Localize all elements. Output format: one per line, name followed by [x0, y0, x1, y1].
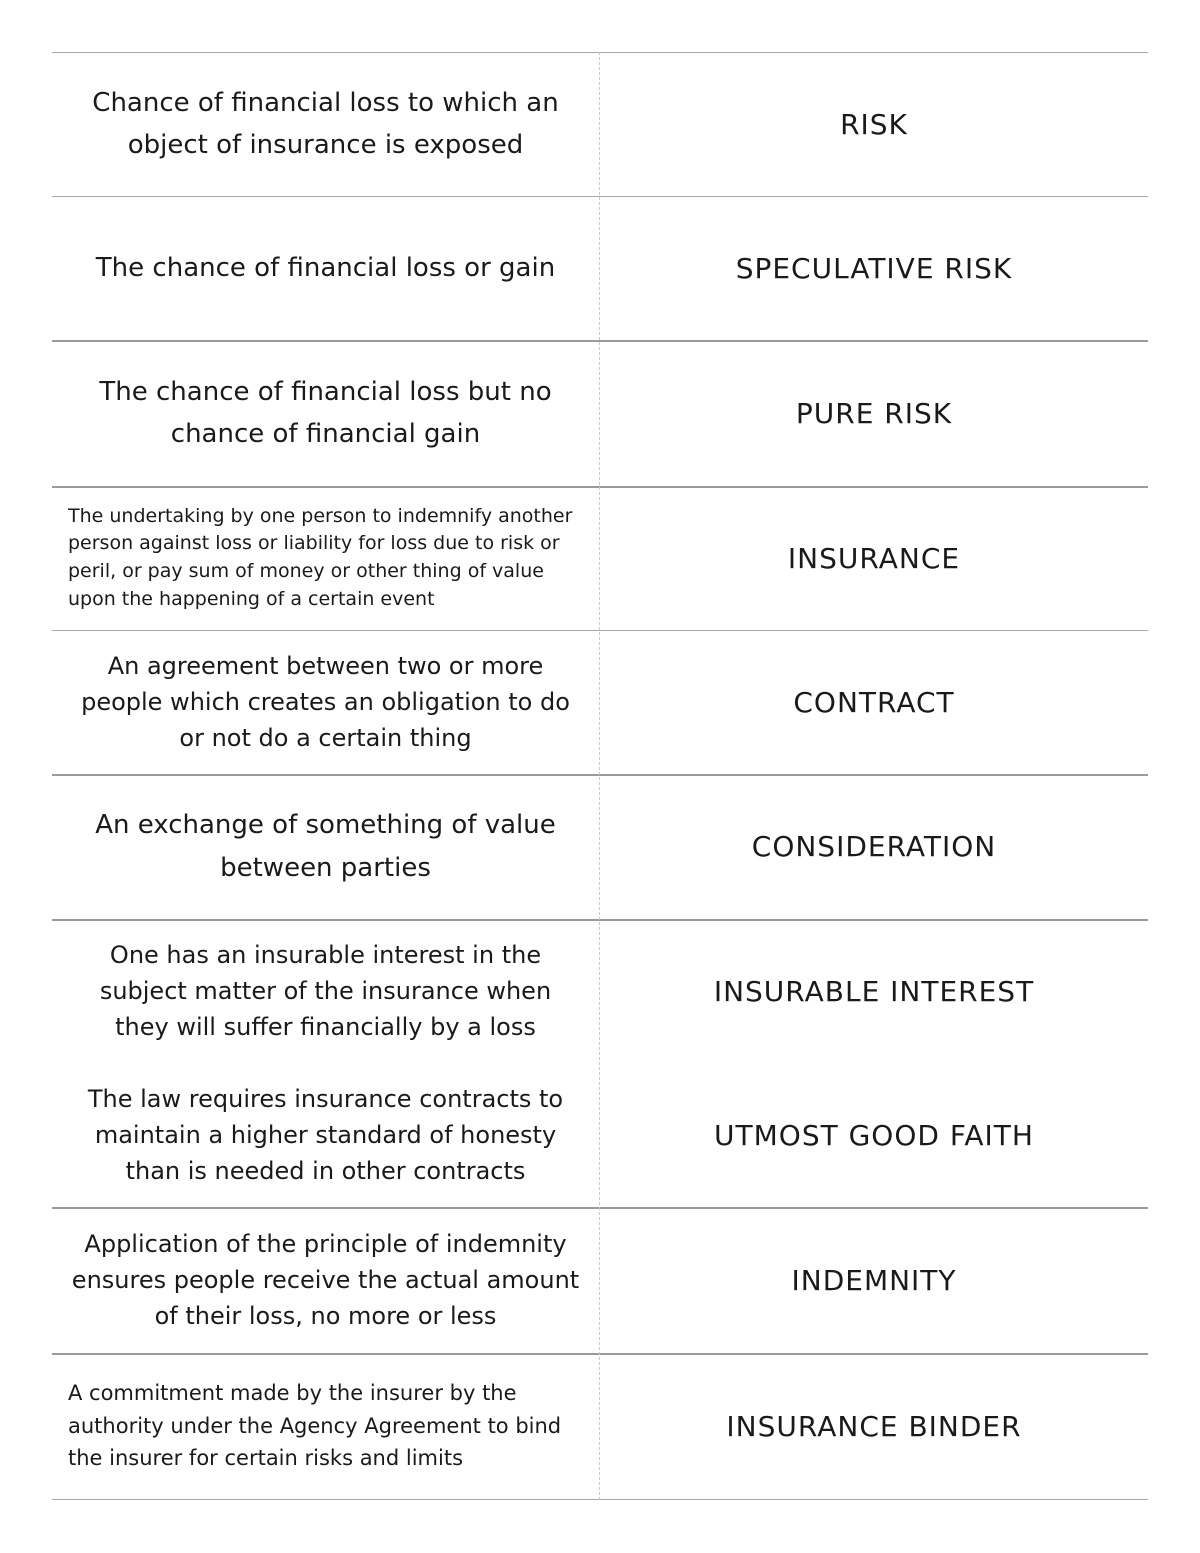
card-row	[52, 1207, 1148, 1353]
card-definition: An agreement between two or more people which creates an obligation to do or not do a certain thing	[81, 652, 570, 752]
card-term: INSURANCE	[787, 541, 961, 575]
card-term: PURE RISK	[795, 396, 953, 430]
card-term: CONTRACT	[793, 685, 955, 719]
card-definition: One has an insurable interest in the subject matter of the insurance when they will suffer financially by a loss	[99, 941, 552, 1041]
card-term: INSURANCE BINDER	[726, 1409, 1022, 1443]
card-definition: Chance of financial loss to which an object of insurance is exposed	[92, 87, 559, 160]
card-definition: An exchange of something of value between parties	[95, 810, 556, 883]
card-definition: The chance of financial loss but no chance of financial gain	[99, 376, 552, 449]
card-definition: The undertaking by one person to indemnify another person against loss or liability for loss due to risk or peril, or pay sum of money or other thing of value upon the happening of a certain event	[68, 504, 573, 610]
card-row	[52, 919, 1148, 1063]
card-term: RISK	[840, 107, 908, 141]
card-definition: A commitment made by the insurer by the authority under the Agency Agreement to bind the insurer for certain risks and limits	[68, 1381, 562, 1471]
card-definition: The law requires insurance contracts to maintain a higher standard of honesty than is needed in other contracts	[87, 1085, 564, 1185]
card-term: INDEMNITY	[791, 1263, 957, 1297]
row-divider	[52, 1499, 1148, 1500]
card-row	[52, 1353, 1148, 1499]
card-row	[52, 196, 1148, 340]
card-term: CONSIDERATION	[751, 830, 997, 863]
card-row	[52, 774, 1148, 919]
card-term: INSURABLE INTEREST	[713, 974, 1035, 1008]
card-row	[52, 486, 1148, 630]
card-row	[52, 630, 1148, 774]
card-definition: The chance of financial loss or gain	[95, 252, 556, 283]
card-row	[52, 1063, 1148, 1207]
flashcard-sheet	[52, 52, 1148, 1500]
card-term: UTMOST GOOD FAITH	[714, 1118, 1034, 1152]
card-term: SPECULATIVE RISK	[735, 251, 1013, 285]
card-row	[52, 52, 1148, 196]
card-row	[52, 340, 1148, 486]
card-definition: Application of the principle of indemnity ensures people receive the actual amount of their loss, no more or less	[71, 1230, 580, 1330]
